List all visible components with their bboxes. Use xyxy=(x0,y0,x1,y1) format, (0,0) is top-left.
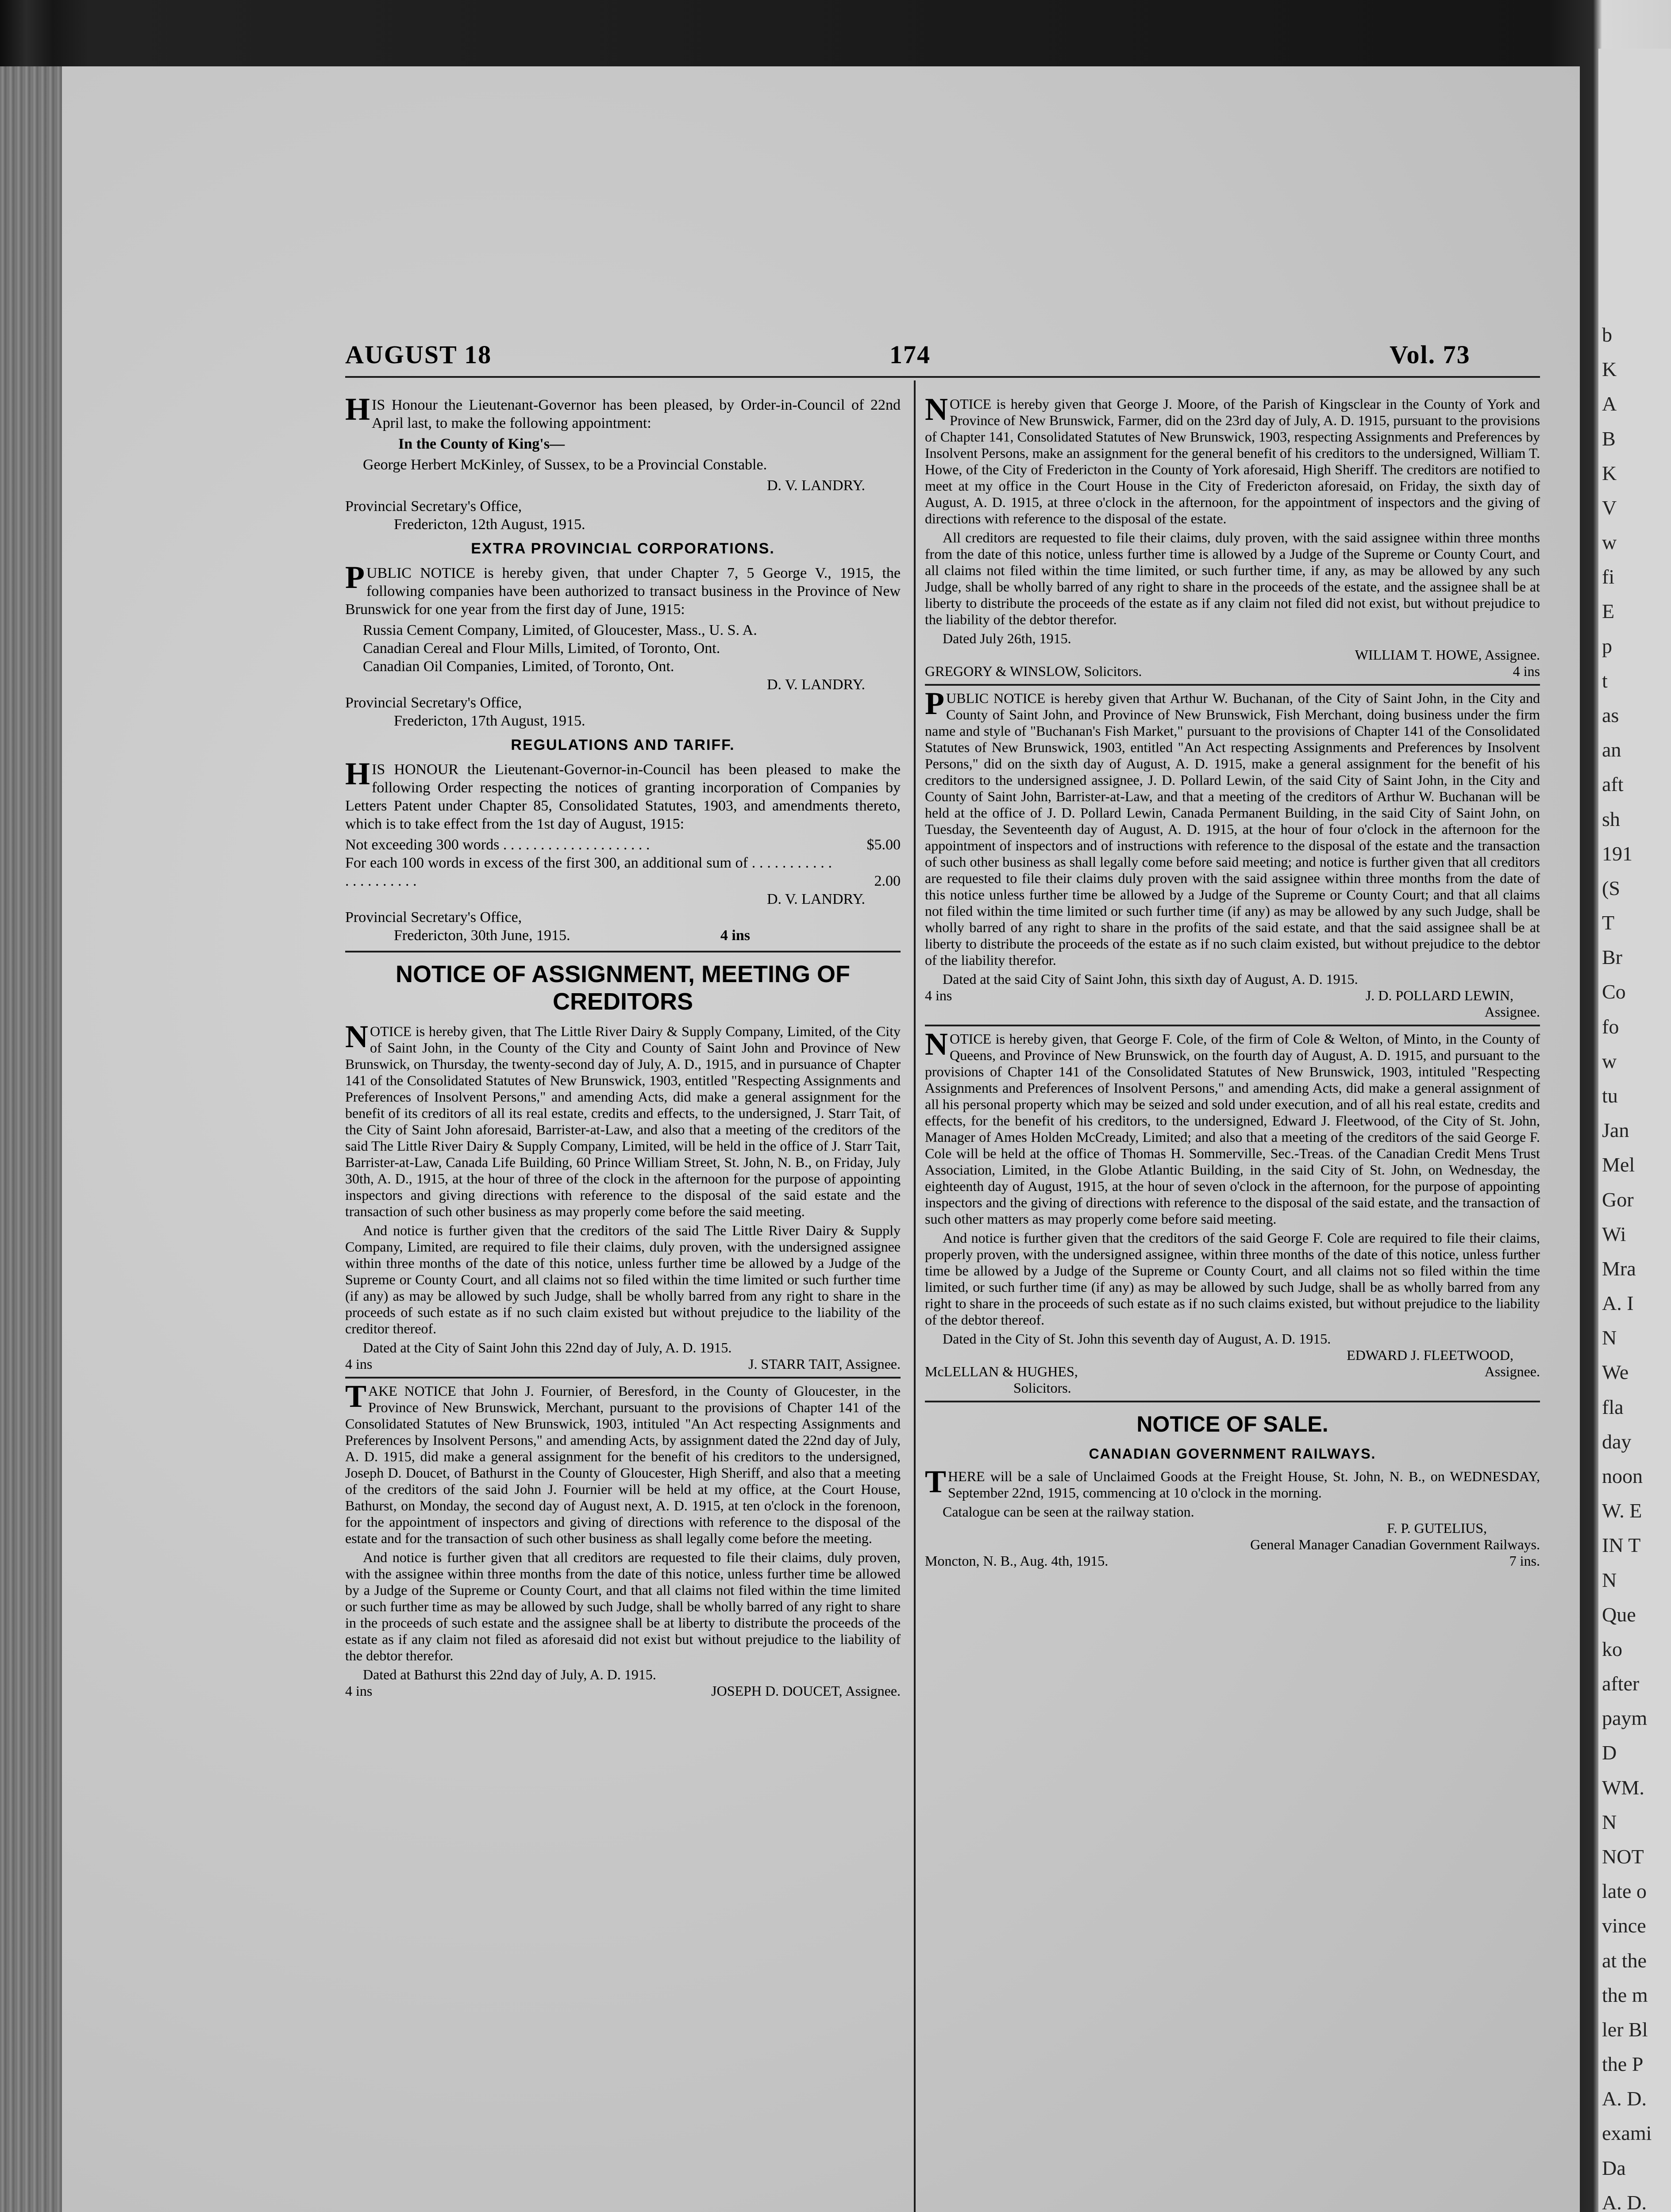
company-2: Canadian Cereal and Flour Mills, Limited, of Toronto, Ont. xyxy=(363,640,720,657)
fee-row-1 xyxy=(345,836,901,854)
company-1: Russia Cement Company, Limited, of Gloucester, Mass., U. S. A. xyxy=(363,622,757,638)
facing-page-text-fragment: fi xyxy=(1602,565,1615,588)
facing-page-text-fragment: (S xyxy=(1602,876,1620,899)
regulations-footer xyxy=(345,926,901,945)
facing-page-text-fragment: t xyxy=(1602,669,1608,692)
little-river-body-2: And notice is further given that the creditors of the said The Little River Dairy & Supply Company, Limited, are required to file their claims, duly proven, with the undersigned assignee within three months of the date of this notice, unless further time be allowed by a Judge of the Supreme or County Court, and all claims not so filed within the time limited or such further time (if any) as may be allowed by such Judge, shall be wholly barred from any right to share in the proceeds of such estate as if no such claim existed but without prejudice to the liability of the creditor thereof. xyxy=(345,1222,901,1336)
cole-body-2: And notice is further given that the creditors of the said George F. Cole are required to file their claims, properly proven, with the undersigned assignee, within three months of the date of this notice, unless further time be allowed by a Judge of the Supreme or County Court, and all claims not so filed within the time limited, or such further time (if any) as may be allowed by such Judge, shall be as wholly barred from any right to share in the proceeds of such estate as if no such claims existed, but without prejudice to the liability of the debtor thereof. xyxy=(925,1230,1540,1328)
left-column xyxy=(345,392,901,1699)
appointment-office: Provincial Secretary's Office, xyxy=(345,498,522,515)
little-river-notice xyxy=(345,1019,901,1699)
extra-provincial-body: PUBLIC NOTICE is hereby given, that under Chapter 7, 5 George V., 1915, the following companies have been authorized to transact business in the Province of New Brunswick for one year from the first day of June, 1915: xyxy=(345,560,901,618)
facing-page-text-fragment: E xyxy=(1602,600,1615,623)
buchanan-signer-title: Assignee. xyxy=(1484,1004,1540,1020)
gazette-page xyxy=(62,66,1580,2212)
facing-page-text-fragment: WM. xyxy=(1602,1776,1644,1799)
facing-page-text-fragment: 191 xyxy=(1602,842,1632,865)
regulations-insertions: 4 ins xyxy=(720,927,750,944)
facing-page-text-fragment: N xyxy=(1602,1810,1617,1833)
fournier-body-2: And notice is further given that all creditors are requested to file their claims, duly proven, with the assignee within three months from the date of this notice, unless further time be allowed by a Judge of the Supreme or County Court, and that all claims not filed within the time limited or such further time as may be allowed by such Judge, shall be wholly barred of any right to share in the proceeds of such estate and the assignee shall be at liberty to distribute the proceeds of the estate as if any claim not filed as aforesaid did not exist but without prejudice to the liability of the debtor therefor. xyxy=(345,1549,901,1663)
facing-page-text-fragment: the P xyxy=(1602,2053,1644,2076)
facing-page-text-fragment: paym xyxy=(1602,1707,1648,1730)
facing-page-text-fragment: fla xyxy=(1602,1395,1624,1418)
fee-row-2 xyxy=(345,854,901,890)
little-river-insertions: 4 ins xyxy=(345,1356,373,1372)
facing-page-text-fragment: the m xyxy=(1602,1983,1648,2006)
facing-page-text-fragment: B xyxy=(1602,427,1616,450)
cole-footer xyxy=(925,1363,1540,1380)
fournier-body: TAKE NOTICE that John J. Fournier, of Beresford, in the County of Gloucester, in the Province of New Brunswick, Merchant, pursuant to the provisions of Chapter 141 of the Consolidated Statutes of New Brunswick, 1903, intituled "An Act respecting Assignments and Preferences by Insolvent Persons," and amending Acts, by assignment dated the 22nd day of July, A. D. 1915, did make a general assignment for the benefit of his creditors to the undersigned, Joseph D. Doucet, of Bathurst in the County of Gloucester, High Sheriff, and also that a meeting of the creditors of the said John J. Fournier will be held at my office, at the Court House, Bathurst, on Monday, the second day of August next, A. D. 1915, at ten o'clock in the forenoon, for the appointment of inspectors and giving of directions with reference to the disposal of the estate and for the transaction of such other business as shall legally come before the meeting. xyxy=(345,1379,901,1546)
facing-page-text-fragment: aft xyxy=(1602,773,1624,796)
facing-page-text-fragment: D xyxy=(1602,1741,1617,1764)
sale-catalogue: Catalogue can be seen at the railway station. xyxy=(943,1504,1194,1520)
assignment-heading: NOTICE OF ASSIGNMENT, MEETING OF CREDITORS xyxy=(395,961,851,1015)
facing-page-text-fragment: A. I xyxy=(1602,1292,1634,1315)
sale-insertions: 7 ins. xyxy=(1509,1553,1540,1569)
facing-page-text-fragment: K xyxy=(1602,461,1617,484)
facing-page-text-fragment: T xyxy=(1602,911,1615,934)
moore-solicitors: GREGORY & WINSLOW, Solicitors. xyxy=(925,663,1142,679)
fournier-signer: JOSEPH D. DOUCET, Assignee. xyxy=(711,1683,901,1699)
moore-footer xyxy=(925,663,1540,680)
facing-page-text-fragment: W. E xyxy=(1602,1499,1642,1522)
cole-dated: Dated in the City of St. John this seventh day of August, A. D. 1915. xyxy=(943,1331,1331,1347)
facing-page-text-fragment: as xyxy=(1602,704,1619,726)
little-river-body: NOTICE is hereby given, that The Little River Dairy & Supply Company, Limited, of the City of Saint John, in the County of the City and County of Saint John and Province of New Brunswick, on Thursday, the twenty-second day of July, A. D., 1915, and in pursuance of Chapter 141 of the Consolidated Statutes of New Brunswick, 1903, entitled "Respecting Assignments and Preferences of Insolvent Persons," and amending Acts, did make a general assignment for the benefit of its creditors of all its real estate, credits and effects, to the undersigned, J. Starr Tait, of the City of Saint John aforesaid, Barrister-at-Law, and also that a meeting of the creditors of the said The Little River Dairy & Supply Company, Limited, will be held in the office of J. Starr Tait, Barrister-at-Law, Canada Life Building, 60 Prince William Street, St. John, N. B., on Friday, July 30th, A. D., 1915, at the hour of three of the clock in the afternoon for the purpose of appointing inspectors and giving directions with reference to the disposal of the said estate and the transaction of such other business as may properly come before the said meeting. xyxy=(345,1019,901,1219)
fee-2-label: For each 100 words in excess of the first 300, an additional sum of . . . . . . . . . . . . . . . . . . . . . xyxy=(345,855,832,889)
company-3: Canadian Oil Companies, Limited, of Toronto, Ont. xyxy=(363,658,674,675)
facing-page-text-fragment: late o xyxy=(1602,1880,1647,1903)
fee-1-label: Not exceeding 300 words . . . . . . . . . . . . . . . . . . . . xyxy=(345,837,650,853)
volume-number: Vol. 73 xyxy=(1390,340,1471,369)
facing-page-text-fragment: V xyxy=(1602,496,1617,519)
appointment-county: In the County of King's— xyxy=(398,436,565,452)
cole-signer: EDWARD J. FLEETWOOD, xyxy=(1347,1347,1513,1363)
facing-page-text-fragment: N xyxy=(1602,1326,1617,1349)
facing-page-text-fragment: Gor xyxy=(1602,1188,1634,1211)
facing-page-text-fragment: b xyxy=(1602,323,1612,346)
book-page-edges xyxy=(0,66,62,2212)
section-rule xyxy=(925,1401,1540,1402)
facing-page-text-fragment: Mra xyxy=(1602,1257,1636,1280)
facing-page-text-fragment: Co xyxy=(1602,980,1626,1003)
regulations-signer: D. V. LANDRY. xyxy=(766,891,865,907)
facing-page-text-fragment: A xyxy=(1602,392,1617,415)
header-rule xyxy=(345,376,1540,378)
little-river-signer: J. STARR TAIT, Assignee. xyxy=(748,1356,901,1372)
buchanan-signer: J. D. POLLARD LEWIN, xyxy=(1365,987,1513,1003)
facing-page-text-fragment: tu xyxy=(1602,1084,1618,1107)
facing-page-text-fragment: K xyxy=(1602,358,1617,381)
moore-body-2: All creditors are requested to file their claims, duly proven, with the said assignee within three months from the date of this notice, unless further time is allowed by a Judge of the Supreme or County Court, and all claims not filed within the time limited, or such further time, if any, as may be allowed by any such Judge, shall be wholly barred of any right to share in the proceeds of the estate, and the assignee shall be at liberty to distribute the proceeds of the estate as if any claim not filed did not exist, but without prejudice to the liability of the debtor therefor. xyxy=(925,530,1540,627)
facing-page-text-fragment: sh xyxy=(1602,807,1620,830)
facing-page-text-fragment: Da xyxy=(1602,2156,1626,2179)
cole-solicitors: McLELLAN & HUGHES, xyxy=(925,1363,1078,1379)
extra-provincial-date: Fredericton, 17th August, 1915. xyxy=(394,713,585,729)
facing-page-text-fragment: w xyxy=(1602,531,1617,554)
column-divider xyxy=(914,380,916,2212)
sale-footer xyxy=(925,1553,1540,1569)
extra-provincial-office: Provincial Secretary's Office, xyxy=(345,695,522,711)
facing-page-text-fragment: IN T xyxy=(1602,1534,1641,1557)
section-rule xyxy=(345,951,901,952)
fee-2-value: 2.00 xyxy=(874,873,901,889)
right-column xyxy=(925,392,1540,1569)
sale-body: THERE will be a sale of Unclaimed Goods at the Freight House, St. John, N. B., on WEDNESDAY, September 22nd, 1915, commencing at 10 o'clock in the morning. xyxy=(925,1464,1540,1501)
moore-insertions: 4 ins xyxy=(1513,663,1540,679)
regulations-body: HIS HONOUR the Lieutenant-Governor-in-Council has been pleased to make the following Order respecting the notices of granting incorporation of Companies by Letters Patent under Chapter 85, Consolidated Statutes, 1903, and amendments thereto, which is to take effect from the 1st day of August, 1915: xyxy=(345,756,901,832)
moore-signer: WILLIAM T. HOWE, Assignee. xyxy=(1355,647,1540,663)
facing-page-text-fragment: Mel xyxy=(1602,1153,1635,1176)
facing-page-text-fragment: We xyxy=(1602,1361,1629,1384)
buchanan-dated: Dated at the said City of Saint John, this sixth day of August, A. D. 1915. xyxy=(943,971,1358,987)
facing-page-text-fragment: after xyxy=(1602,1672,1640,1695)
running-head-date: AUGUST 18 xyxy=(345,340,492,369)
facing-page-text-fragment: NOT xyxy=(1602,1845,1644,1868)
section-rule xyxy=(925,684,1540,686)
extra-provincial-signer: D. V. LANDRY. xyxy=(766,676,865,693)
sale-heading: NOTICE OF SALE. xyxy=(1136,1412,1328,1436)
appointment-signer: D. V. LANDRY. xyxy=(766,477,865,494)
facing-page-fragment xyxy=(1598,49,1671,2212)
fournier-footer xyxy=(345,1683,901,1699)
buchanan-footer xyxy=(925,987,1540,1004)
facing-page-text-fragment: exami xyxy=(1602,2122,1652,2145)
cole-solicitors-title: Solicitors. xyxy=(1013,1380,1071,1396)
sale-signer: F. P. GUTELIUS, xyxy=(1387,1520,1487,1536)
moore-body: NOTICE is hereby given that George J. Moore, of the Parish of Kingsclear in the County of York and Province of New Brunswick, Farmer, did on the 23rd day of July, A. D. 1915, pursuant to the provisions of Chapter 141, Consolidated Statutes of New Brunswick, 1903, respecting Assignments and Preferences by Insolvent Persons, make an assignment for the general benefit of his creditors to the undersigned, William T. Howe, of the City of Fredericton in the County of York aforesaid, High Sheriff. The creditors are notified to meet at my office in the Court House in the City of Fredericton aforesaid, on Friday, the sixth day of August, A. D. 1915, at three o'clock in the afternoon, for the appointment of inspectors and the giving of directions with reference to the disposal of the estate. xyxy=(925,392,1540,526)
facing-page-text-fragment: fo xyxy=(1602,1015,1619,1038)
buchanan-body: PUBLIC NOTICE is hereby given that Arthur W. Buchanan, of the City of Saint John, in the City and County of Saint John, and Province of New Brunswick, Fish Merchant, doing business under the firm name and style of "Buchanan's Fish Market," pursuant to the provisions of Chapter 141 of the Consolidated Statutes of New Brunswick, 1903, entitled "An Act respecting Assignments and Preferences by Insolvent Persons," did on the sixth day of August, A. D. 1915, make a general assignment for the benefit of his creditors to the undersigned assignee, J. D. Pollard Lewin, of the said City of Saint John, in the City and County of Saint John, Barrister-at-Law, and that a meeting of the creditors of Arthur W. Buchanan will be held at the office of J. D. Pollard Lewin, Canada Permanent Building, in the said City of Saint John, on Tuesday, the Seventeenth day of August, A. D. 1915, at the hour of four o'clock in the afternoon for the appointment of inspectors and of instructions with reference to the disposal of the estate and the transaction of such other business as shall legally come before said meeting; and notice is further given that all creditors are requested to file their claims duly proven with the said assignee within three months from the date of this notice unless further time be allowed by a Judge of the Supreme or County Court; and that all claims not filed within the time limited or such further time (if any) as may be allowed by any such Judge, shall be wholly barred of any right to share in the profits of the said estate, and that the said assignee shall be at liberty to distribute the proceeds of the estate as if no such claim existed, but without prejudice to the debtor of the liability therefor. xyxy=(925,686,1540,968)
cole-body: NOTICE is hereby given, that George F. Cole, of the firm of Cole & Welton, of Minto, in the County of Queens, and Province of New Brunswick, on the fourth day of August, A. D. 1915, and pursuant to the provisions of Chapter 141 of the Consolidated Statutes of New Brunswick, 1903, intituled "Respecting Assignments and Preferences of Insolvent Persons," and amending Acts, did make a general assignment of all his personal property which may be seized and sold under execution, and of all his real estate, credits and effects, for the benefit of his creditors, to the undersigned, Edward J. Fleetwood, of the City of St. John, Manager of Ames Holden McCready, Limited; and also that a meeting of the creditors of the said George F. Cole will be held at the office of Thomas H. Sommerville, Sec.-Treas. of the Canadian Credit Mens Trust Association, Limited, in the Globe Atlantic Building, in the said City of St. John, on Wednesday, the eighteenth day of August, 1915, at the hour of seven o'clock in the afternoon, for the purpose of appointing inspectors and the giving of directions with reference to the disposal of the said estate, and the transaction of such other matters as may properly come before said meeting. xyxy=(925,1026,1540,1227)
facing-page-text-fragment: noon xyxy=(1602,1465,1643,1487)
buchanan-insertions: 4 ins xyxy=(925,987,952,1003)
sale-signer-title: General Manager Canadian Government Railways. xyxy=(1250,1536,1540,1552)
facing-page-text-fragment: N xyxy=(1602,1568,1617,1591)
page-number: 174 xyxy=(889,340,931,369)
facing-page-text-fragment: ko xyxy=(1602,1637,1622,1660)
cole-signer-title: Assignee. xyxy=(1484,1363,1540,1379)
section-rule xyxy=(345,1377,901,1379)
facing-page-text-fragment: day xyxy=(1602,1430,1632,1453)
facing-page-text-fragment: Que xyxy=(1602,1603,1636,1626)
sale-subheading: CANADIAN GOVERNMENT RAILWAYS. xyxy=(1089,1446,1376,1462)
facing-page-text-fragment: at the xyxy=(1602,1949,1647,1972)
facing-page-text-fragment: p xyxy=(1602,634,1612,657)
little-river-footer xyxy=(345,1356,901,1372)
fee-1-value: $5.00 xyxy=(866,837,901,853)
sale-place-date: Moncton, N. B., Aug. 4th, 1915. xyxy=(925,1553,1109,1569)
fournier-insertions: 4 ins xyxy=(345,1683,373,1699)
regulations-heading: REGULATIONS AND TARIFF. xyxy=(511,737,735,753)
appointment-date: Fredericton, 12th August, 1915. xyxy=(394,516,585,533)
facing-page-text-fragment: ler Bl xyxy=(1602,2018,1648,2041)
facing-page-text-fragment: an xyxy=(1602,738,1621,761)
appointment-intro: HIS Honour the Lieutenant-Governor has been pleased, by Order-in-Council of 22nd April last, to make the following appointment: xyxy=(345,392,901,431)
little-river-dated: Dated at the City of Saint John this 22nd day of July, A. D. 1915. xyxy=(363,1340,732,1356)
regulations-date: Fredericton, 30th June, 1915. xyxy=(394,927,570,944)
facing-page-text-fragment: Br xyxy=(1602,946,1622,969)
facing-page-text-fragment: Wi xyxy=(1602,1222,1626,1245)
moore-dated: Dated July 26th, 1915. xyxy=(943,630,1071,646)
facing-page-text-fragment: w xyxy=(1602,1049,1617,1072)
facing-page-text-fragment: A. D. xyxy=(1602,2087,1647,2110)
appointment-appointee: George Herbert McKinley, of Sussex, to be a Provincial Constable. xyxy=(363,457,767,473)
facing-page-text-fragment: A. D. xyxy=(1602,2191,1647,2212)
extra-provincial-heading: EXTRA PROVINCIAL CORPORATIONS. xyxy=(471,540,775,557)
section-rule xyxy=(925,1025,1540,1026)
facing-page-text-fragment: vince xyxy=(1602,1914,1646,1937)
fournier-dated: Dated at Bathurst this 22nd day of July, A. D. 1915. xyxy=(363,1667,656,1682)
regulations-office: Provincial Secretary's Office, xyxy=(345,909,522,926)
facing-page-text-fragment: Jan xyxy=(1602,1119,1629,1142)
